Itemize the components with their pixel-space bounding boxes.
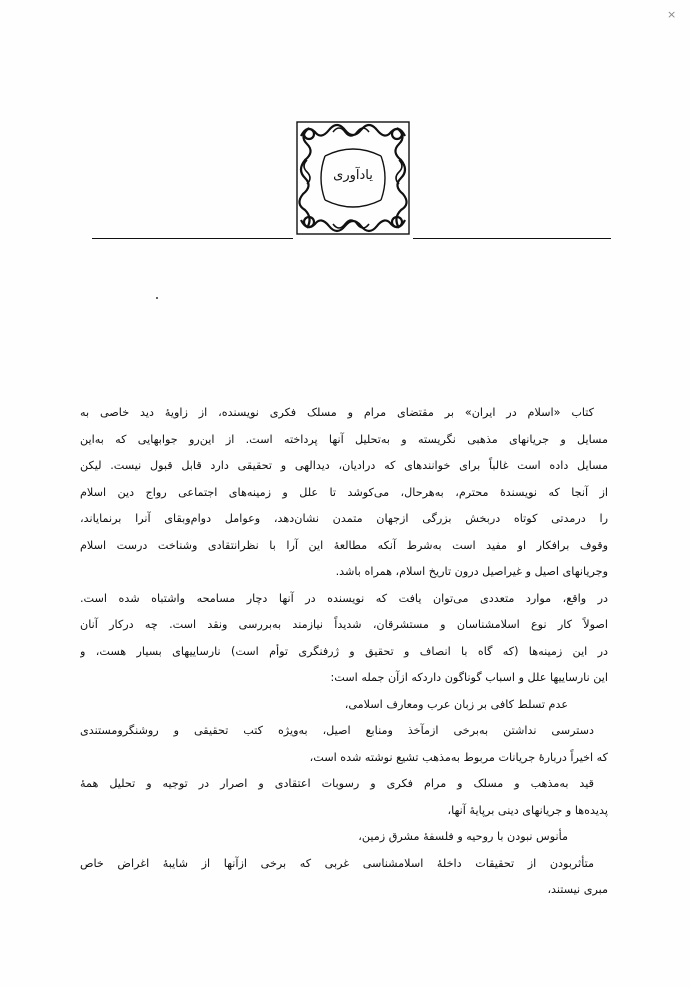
body-line: در این زمینه‌ها (که گاه با انصاف و تحقیق و ژرفنگری توأم است) نارساییهای بسیار هست، و	[80, 644, 608, 658]
page-title: یادآوری	[333, 168, 373, 183]
list-item: متأثربودن از تحقیقات داخلهٔ اسلامشناسی غربی که برخی ازآنها از شایبهٔ اغراض خاص	[80, 856, 594, 870]
body-line: این نارساییها علل و اسباب گوناگون داردکه ازآن جمله است:	[330, 671, 608, 684]
heading-rule-left	[92, 238, 293, 239]
stray-mark	[156, 297, 158, 299]
list-item-continuation: مبری نیستند،	[547, 883, 608, 896]
list-item: مأنوس نبودن با روحیه و فلسفهٔ مشرق زمین،	[358, 830, 568, 843]
body-line: کتاب «اسلام در ایران» بر مقتضای مرام و مسلک فکری نویسنده، از زاویهٔ دید خاصی به	[80, 406, 594, 419]
list-item-continuation: پدیده‌ها و جریانهای دینی برپایهٔ آنها،	[447, 803, 608, 817]
list-item: قید به‌مذهب و مسلک و مرام فکری و رسوبات اعتقادی و اصرار در توجیه و تحلیل همهٔ	[80, 777, 594, 790]
list-item: عدم تسلط کافی بر زبان عرب ومعارف اسلامی،	[344, 697, 568, 711]
list-item-continuation: که اخیراً دربارهٔ جریانات مربوط به‌مذهب تشیع نوشته شده است،	[309, 750, 608, 764]
body-text	[80, 400, 608, 904]
body-line: وقوف برافکار او مفید است به‌شرط آنکه مطالعهٔ این آرا با نظرانتقادی وشناخت درست اسلام	[80, 538, 608, 552]
body-line: از آنجا که نویسندهٔ محترم، به‌هرحال، می‌کوشد تا علل و زمینه‌های اجتماعی رواج دین اسلام	[80, 485, 608, 499]
heading-rule-right	[413, 238, 611, 239]
body-line: وجریانهای اصیل و غیراصیل درون تاریخ اسلام، همراه باشد.	[335, 565, 608, 578]
list-item: دسترسی نداشتن به‌برخی ازمآخذ ومنابع اصیل، به‌ویژه کتب تحقیقی و روشنگرومستندی	[80, 724, 594, 737]
body-line: در واقع، موارد متعددی می‌توان یافت که نویسنده در آنها دچار مسامحه واشتباه شده است.	[80, 591, 608, 605]
ornamental-heading-frame	[291, 116, 415, 240]
body-line: را درمدتی کوتاه دربخش بزرگی ازجهان متمدن نشان‌دهد، وعوامل دوام‌وبقای آنرا برنمایاند،	[80, 512, 608, 525]
body-line: مسایل داده است غالباً برای خوانندهای که درادیان، دیدالهی و تحقیقی دارد قابل قبول نیست. لیکن	[80, 459, 608, 472]
body-line: اصولاً کار نوع اسلامشناسان و مستشرقان، شدیداً نیازمند به‌بررسی ونقد است. چه درکار آنان	[80, 618, 608, 631]
page-corner-mark: ×	[667, 8, 677, 21]
body-line: مسایل و جریانهای مذهبی نگریسته و به‌تحلیل آنها پرداخته است. از این‌رو جوابهایی که به‌این	[80, 432, 608, 446]
